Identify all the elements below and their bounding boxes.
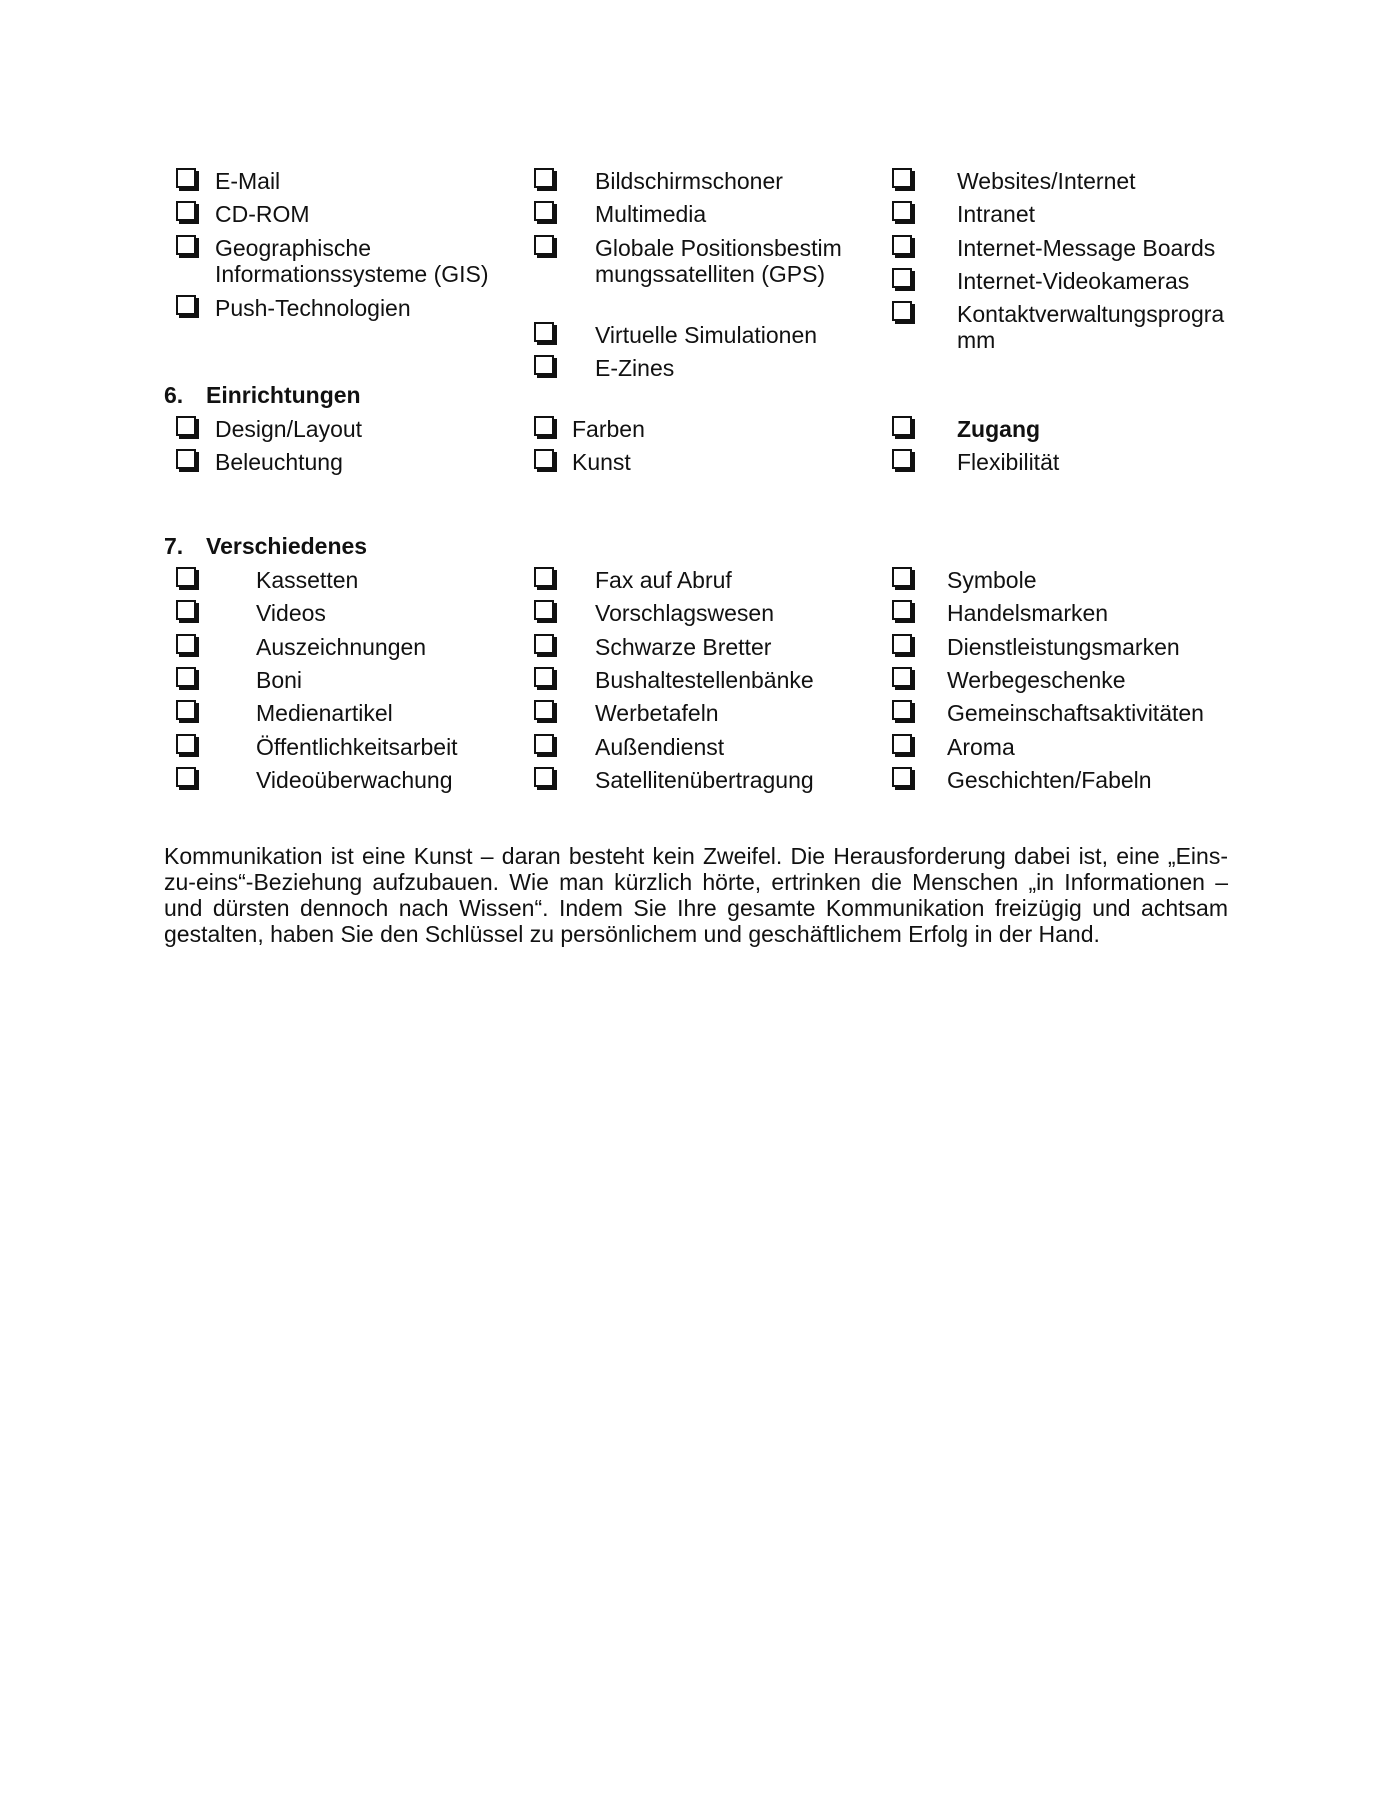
checkbox-icon[interactable] [534,168,554,188]
item-label: Bushaltestellenbänke [595,667,814,693]
checkbox-icon[interactable] [534,600,554,620]
item-label: Vorschlagswesen [595,600,774,626]
checkbox-icon[interactable] [176,416,196,436]
checkbox-icon[interactable] [892,734,912,754]
item-label: Bildschirmschoner [595,168,783,194]
item-label: Videoüberwachung [256,767,453,793]
checkbox-icon[interactable] [176,168,196,188]
item-label: Globale Positionsbestimmungssatelliten (GPS) [595,235,842,287]
item-label: Intranet [957,201,1035,227]
checkbox-icon[interactable] [176,201,196,221]
checkbox-icon[interactable] [892,235,912,255]
checkbox-icon[interactable] [892,600,912,620]
item-label: Internet-Message Boards [957,235,1216,261]
checkbox-icon[interactable] [176,700,196,720]
checkbox-icon[interactable] [892,767,912,787]
body-paragraph: Kommunikation ist eine Kunst – daran besteht kein Zweifel. Die Herausforderung dabei ist, eine „Eins-zu-eins“-Beziehung aufzubauen. Wie man kürzlich hörte, ertrinken die Menschen „in Informationen – und dürsten dennoch nach Wissen“. Indem Sie Ihre gesamte Kommunikation freizügig und achtsam gestalten, haben Sie den Schlüssel zu persönlichem und geschäftlichem Erfolg in der Hand. [164,843,1228,947]
item-label: Fax auf Abruf [595,567,732,593]
checkbox-icon[interactable] [176,600,196,620]
item-label: Kassetten [256,567,359,593]
item-label: Flexibilität [957,449,1060,475]
checkbox-icon[interactable] [534,416,554,436]
item-label: Websites/Internet [957,168,1136,194]
item-label: Dienstleistungsmarken [947,634,1180,660]
checkbox-icon[interactable] [176,634,196,654]
checkbox-icon[interactable] [892,449,912,469]
item-label: Push-Technologien [215,295,411,321]
item-label: Auszeichnungen [256,634,427,660]
checkbox-icon[interactable] [892,168,912,188]
item-label: Beleuchtung [215,449,343,475]
item-label: Farben [572,416,645,442]
checkbox-icon[interactable] [534,634,554,654]
section-title: Verschiedenes [206,533,368,559]
checkbox-icon[interactable] [534,667,554,687]
section-heading [164,533,367,559]
checkbox-icon[interactable] [176,567,196,587]
item-label: Kunst [572,449,631,475]
checkbox-icon[interactable] [176,767,196,787]
section-number: 7. [164,533,184,559]
checkbox-icon[interactable] [176,667,196,687]
item-label: Werbetafeln [595,700,719,726]
item-label: Außendienst [595,734,725,760]
checkbox-icon[interactable] [176,734,196,754]
checkbox-icon[interactable] [534,734,554,754]
checkbox-icon[interactable] [534,201,554,221]
item-label: Boni [256,667,303,693]
item-label: Gemeinschaftsaktivitäten [947,700,1204,726]
item-label: Schwarze Bretter [595,634,772,660]
item-label: Öffentlichkeitsarbeit [256,734,458,760]
item-label: Kontaktverwaltungsprogramm [957,301,1225,353]
checkbox-icon[interactable] [892,634,912,654]
item-label: Virtuelle Simulationen [595,322,818,348]
checkbox-icon[interactable] [892,667,912,687]
item-label: Geographische Informationssysteme (GIS) [215,235,489,287]
section-heading [164,382,361,408]
checkbox-icon[interactable] [176,235,196,255]
checkbox-icon[interactable] [892,416,912,436]
item-label: Multimedia [595,201,707,227]
item-label: CD-ROM [215,201,310,227]
item-label: Internet-Videokameras [957,268,1190,294]
item-label: E-Mail [215,168,281,194]
item-label: E-Zines [595,355,675,381]
item-label: Zugang [957,416,1041,442]
checkbox-icon[interactable] [534,767,554,787]
item-label: Symbole [947,567,1037,593]
checkbox-icon[interactable] [534,235,554,255]
section-number: 6. [164,382,184,408]
checkbox-icon[interactable] [892,700,912,720]
checkbox-icon[interactable] [534,449,554,469]
checkbox-icon[interactable] [534,322,554,342]
checkbox-icon[interactable] [176,449,196,469]
checkbox-icon[interactable] [176,295,196,315]
checkbox-icon[interactable] [534,355,554,375]
item-label: Satellitenübertragung [595,767,814,793]
checkbox-icon[interactable] [892,201,912,221]
item-label: Videos [256,600,326,626]
checkbox-icon[interactable] [534,567,554,587]
checkbox-icon[interactable] [892,268,912,288]
item-label: Aroma [947,734,1015,760]
item-label: Geschichten/Fabeln [947,767,1152,793]
item-label: Design/Layout [215,416,363,442]
item-label: Werbegeschenke [947,667,1126,693]
checkbox-icon[interactable] [892,301,912,321]
checkbox-icon[interactable] [892,567,912,587]
item-label: Medienartikel [256,700,393,726]
item-label: Handelsmarken [947,600,1109,626]
checkbox-icon[interactable] [534,700,554,720]
section-title: Einrichtungen [206,382,361,408]
